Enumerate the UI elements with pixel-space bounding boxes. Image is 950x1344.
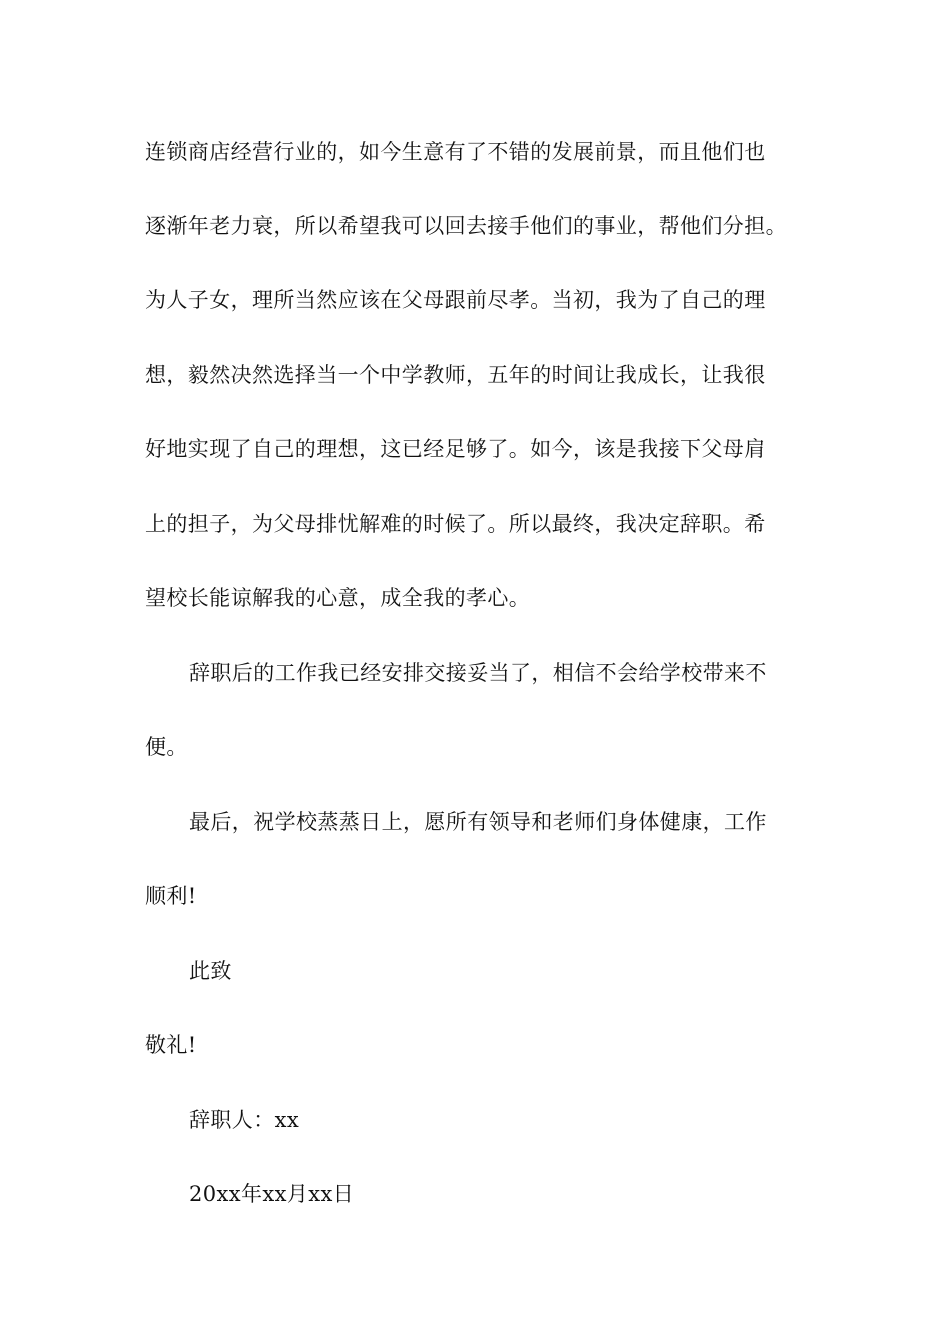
body-line: 辞职后的工作我已经安排交接妥当了，相信不会给学校带来不 [189, 661, 767, 685]
body-line: 最后，祝学校蒸蒸日上，愿所有领导和老师们身体健康，工作 [189, 810, 767, 834]
body-line: 逐渐年老力衰，所以希望我可以回去接手他们的事业，帮他们分担。 [145, 214, 787, 238]
closing: 敬礼! [145, 1033, 197, 1057]
body-line: 顺利! [145, 884, 197, 908]
body-line: 便。 [145, 735, 188, 759]
body-line: 为人子女，理所当然应该在父母跟前尽孝。当初，我为了自己的理 [145, 288, 766, 312]
body-line: 上的担子，为父母排忧解难的时候了。所以最终，我决定辞职。希 [145, 512, 766, 536]
body-line: 连锁商店经营行业的，如今生意有了不错的发展前景，而且他们也 [145, 140, 766, 164]
salutation: 此致 [189, 959, 232, 983]
body-line: 望校长能谅解我的心意，成全我的孝心。 [145, 586, 531, 610]
body-line: 好地实现了自己的理想，这已经足够了。如今，该是我接下父母肩 [145, 437, 766, 461]
signature: 辞职人：xx [189, 1108, 300, 1132]
body-line: 想，毅然决然选择当一个中学教师，五年的时间让我成长，让我很 [145, 363, 766, 387]
date: 20xx年xx月xx日 [189, 1182, 355, 1206]
